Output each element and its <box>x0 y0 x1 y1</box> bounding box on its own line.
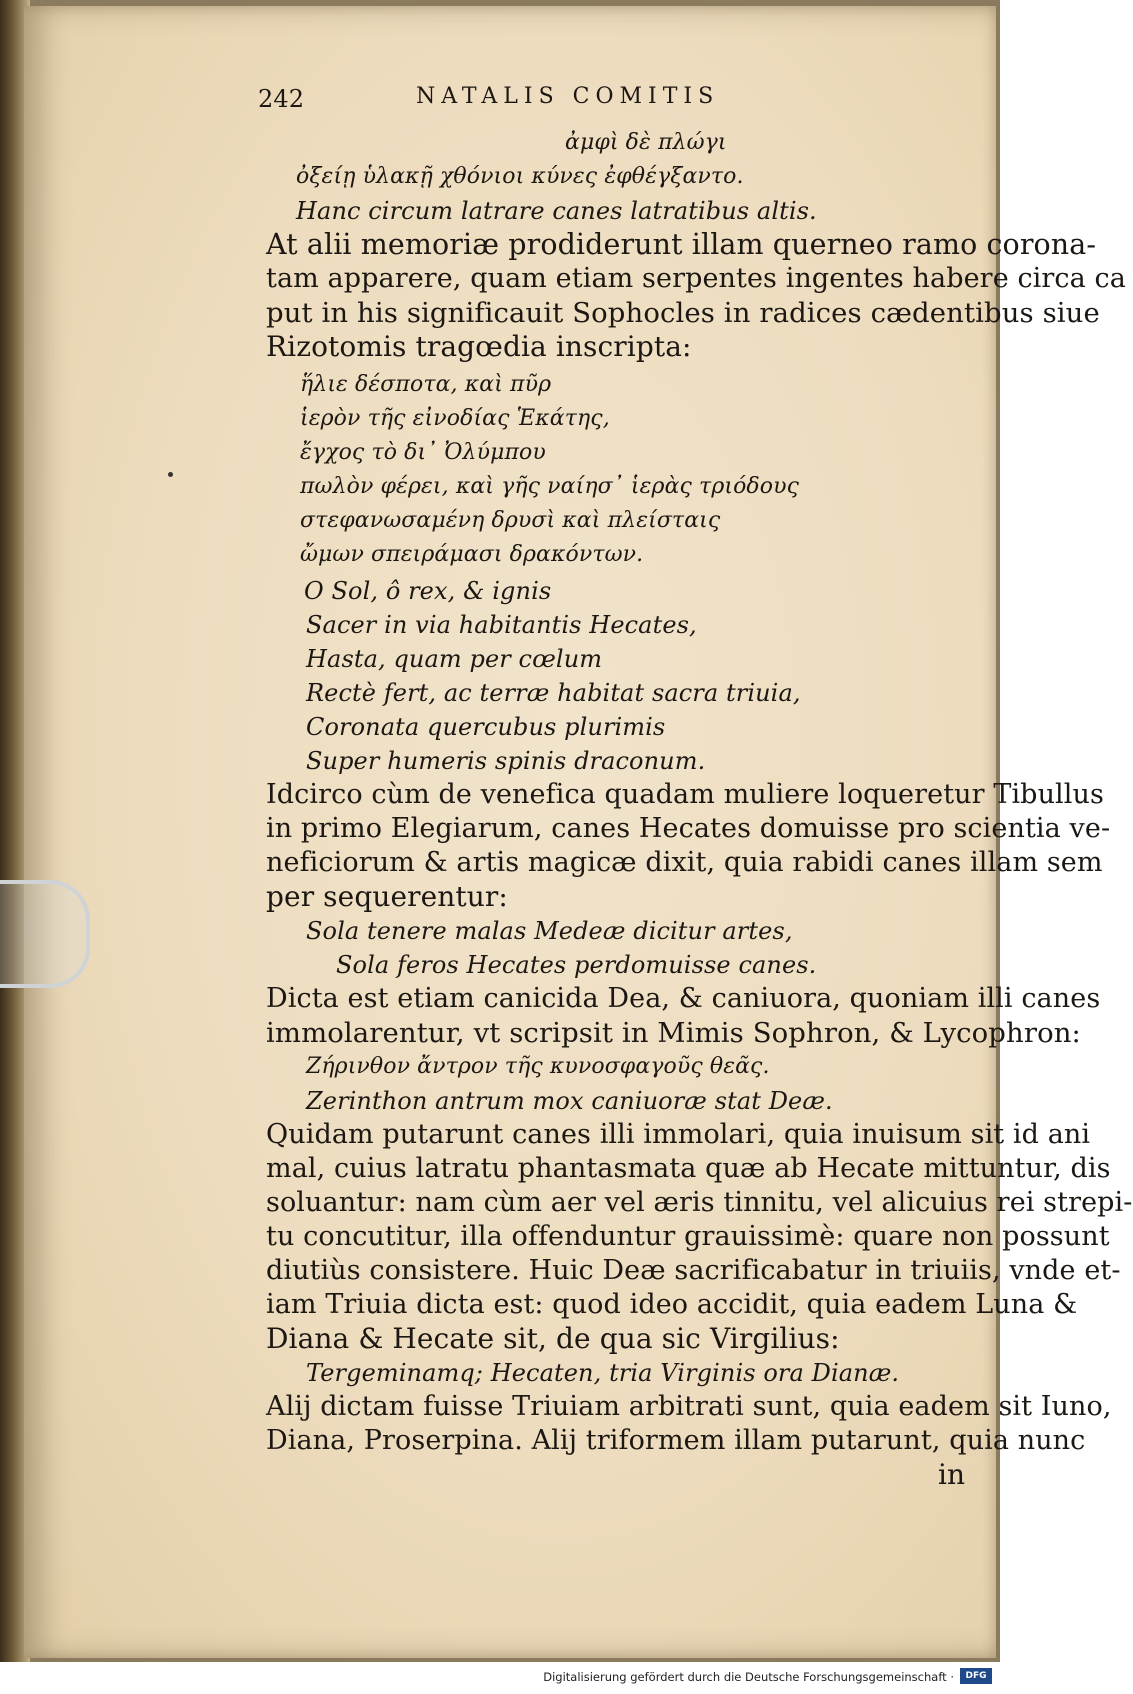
text-line: immolarentur, vt scripsit in Mimis Sophron, & Lycophron: <box>266 1017 1081 1049</box>
text-line: Hanc circum latrare canes latratibus altis. <box>296 197 817 225</box>
text-line: Alij dictam fuisse Triuiam arbitrati sunt, quia eadem sit Iuno, <box>266 1391 1112 1422</box>
text-line: mal, cuius latratu phantasmata quæ ab Hecate mittuntur, dis <box>266 1153 1111 1184</box>
text-line: ἀμφὶ δὲ πλώγι <box>565 130 727 155</box>
dfg-logo: DFG <box>960 1668 992 1684</box>
text-line: Rizotomis tragœdia inscripta: <box>266 330 692 363</box>
text-line: στεφανωσαμένη δρυσὶ καὶ πλείσταις <box>300 508 721 533</box>
text-line: ἱερὸν τῆς εἰνοδίας Ἑκάτης, <box>300 406 610 431</box>
text-line: Diana & Hecate sit, de qua sic Virgilius: <box>266 1322 840 1355</box>
text-line: Ζήρινθον ἄντρον τῆς κυνοσφαγοῦς θεᾶς. <box>306 1054 770 1079</box>
text-line: soluantur: nam cùm aer vel æris tinnitu, vel alicuius rei strepi- <box>266 1187 1133 1218</box>
text-line: Tergeminamq; Hecaten, tria Virginis ora Dianæ. <box>306 1359 900 1387</box>
footer-credit: Digitalisierung gefördert durch die Deutsche Forschungsgemeinschaft · <box>543 1670 954 1684</box>
text-line: Sacer in via habitantis Hecates, <box>306 611 697 639</box>
text-line: Rectè fert, ac terræ habitat sacra triuia, <box>306 679 801 707</box>
text-line: At alii memoriæ prodiderunt illam querneo ramo corona- <box>266 228 1097 261</box>
text-line: Dicta est etiam canicida Dea, & caniuora, quoniam illi canes <box>266 983 1101 1014</box>
text-line: in primo Elegiarum, canes Hecates domuisse pro scientia ve- <box>266 813 1111 844</box>
text-line: iam Triuia dicta est: quod ideo accidit, quia eadem Luna & <box>266 1289 1078 1320</box>
text-line: Zerinthon antrum mox caniuoræ stat Deæ. <box>306 1087 833 1115</box>
catchword: in <box>938 1458 966 1491</box>
text-line: ὤμων σπειράμασι δρακόντων. <box>300 542 644 567</box>
text-line: diutiùs consistere. Huic Deæ sacrificabatur in triuiis, vnde et- <box>266 1255 1121 1286</box>
page-number: 242 <box>258 85 305 113</box>
text-line: Diana, Proserpina. Alij triformem illam putarunt, quia nunc <box>266 1425 1086 1456</box>
digitization-footer <box>0 1662 1000 1694</box>
text-line: neficiorum & artis magicæ dixit, quia rabidi canes illam sem <box>266 847 1103 878</box>
text-line: tu concutitur, illa offenduntur grauissimè: quare non possunt <box>266 1221 1110 1252</box>
text-line: Coronata quercubus plurimis <box>306 713 666 741</box>
text-line: Super humeris spinis draconum. <box>306 747 706 775</box>
text-line: Idcirco cùm de venefica quadam muliere loqueretur Tibullus <box>266 779 1104 810</box>
text-line: tam apparere, quam etiam serpentes ingentes habere circa ca <box>266 263 1126 294</box>
text-line: O Sol, ô rex, & ignis <box>304 577 552 605</box>
text-line: Hasta, quam per cœlum <box>306 645 603 673</box>
text-line: put in his significauit Sophocles in radices cædentibus siue <box>266 297 1100 329</box>
text-line: ἔγχος τὸ δι᾽ Ὀλύμπου <box>300 440 546 465</box>
text-line: Quidam putarunt canes illi immolari, quia inuisum sit id ani <box>266 1119 1091 1150</box>
text-line: per sequerentur: <box>266 880 508 913</box>
text-line: πωλὸν φέρει, καὶ γῆς ναίησ᾽ ἱερὰς τριόδους <box>300 474 800 499</box>
text-line: Sola tenere malas Medeæ dicitur artes, <box>306 917 793 945</box>
text-line: Sola feros Hecates perdomuisse canes. <box>336 951 817 979</box>
text-line: ὀξείῃ ὑλακῇ χθόνιοι κύνες ἐφθέγξαντο. <box>296 164 744 189</box>
text-line: ἥλιε δέσποτα, καὶ πῦρ <box>300 372 552 397</box>
running-header: NATALIS COMITIS <box>416 84 720 109</box>
